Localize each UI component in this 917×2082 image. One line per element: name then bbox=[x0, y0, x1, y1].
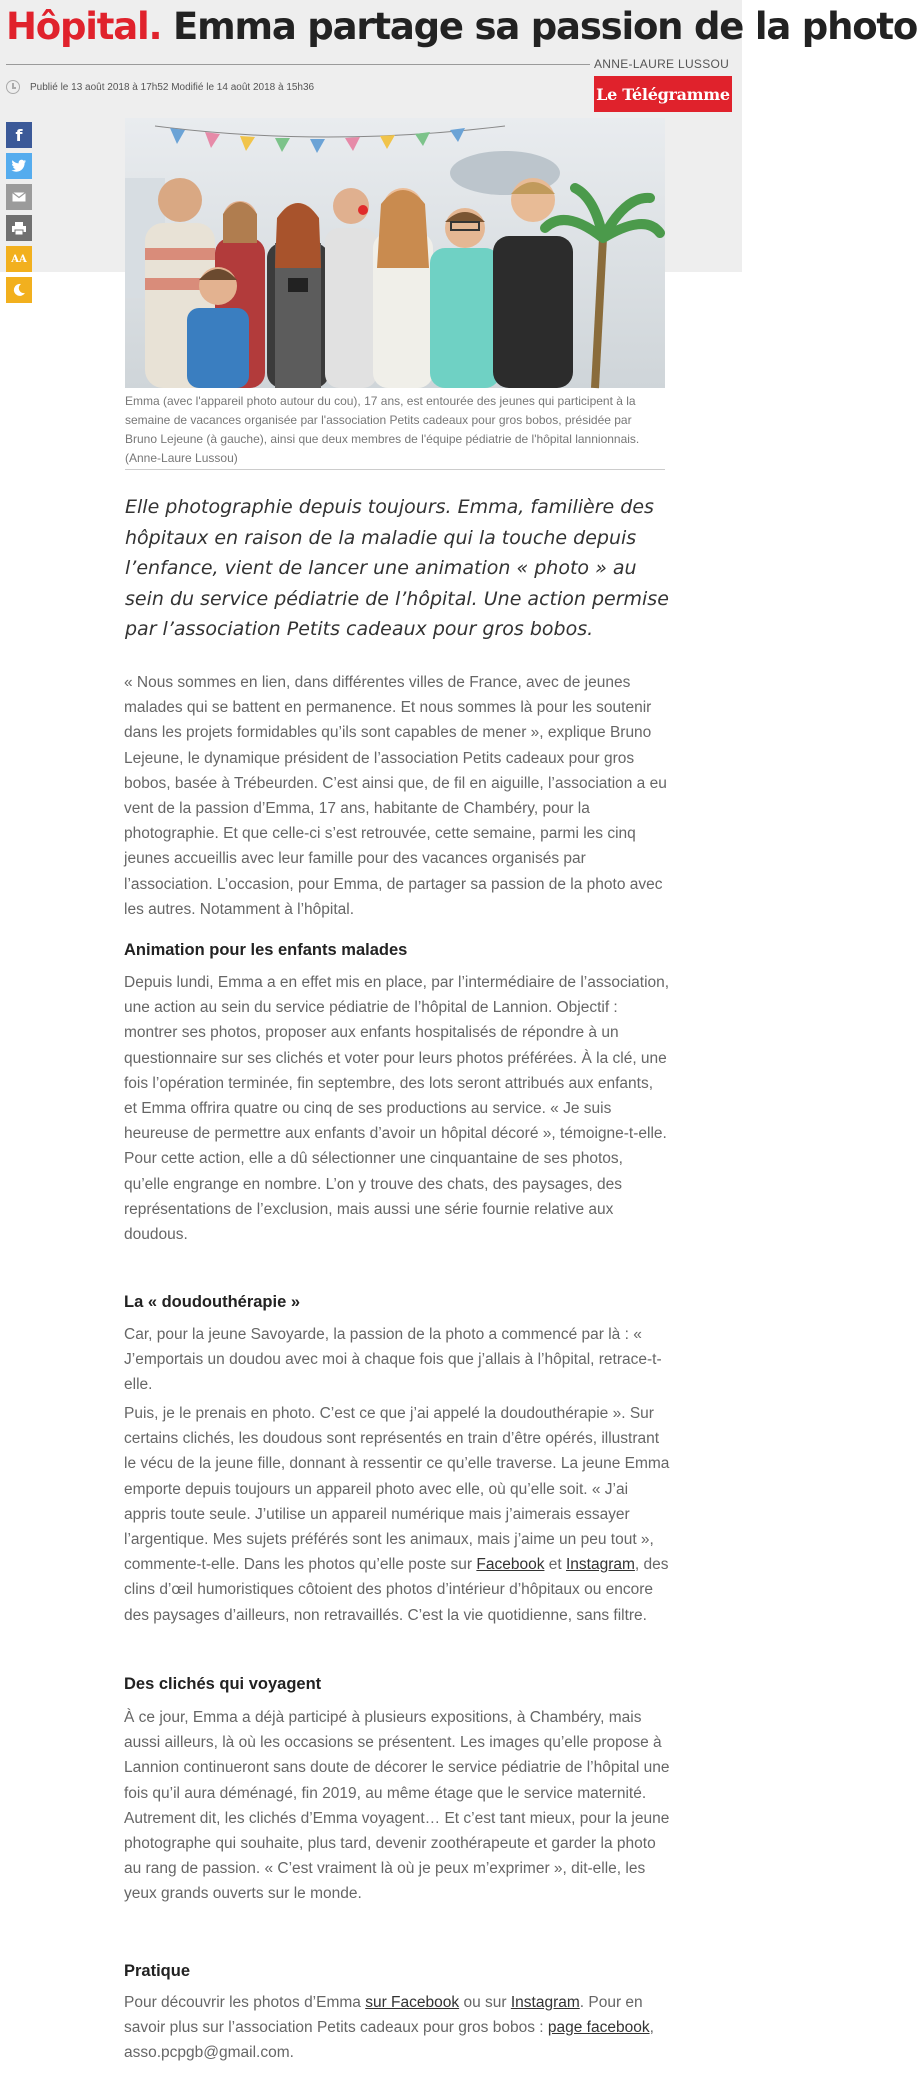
article-photo[interactable] bbox=[125, 118, 665, 388]
headline-title: Emma partage sa passion de la photo bbox=[173, 5, 917, 48]
headline-kicker: Hôpital. bbox=[6, 5, 162, 48]
mail-icon bbox=[12, 192, 26, 202]
text-size-icon: AA bbox=[11, 253, 27, 265]
paragraph-5: À ce jour, Emma a déjà participé à plusieurs expositions, à Chambéry, mais aussi ailleurs, là où les occasions se présentent. Les images qu’elle propose à Lannion continueront sans doute de décorer le service pédiatrie de l’hôpital une fois qu’il aura déménagé, fin 2019, au même étage que le service maternité. Autrement dit, les clichés d’Emma voyagent… Et c’est tant mieux, pour la jeune photographe qui souhaite, plus tard, devenir zoothérapeute et garder la photo au rang de passion. « C’est vraiment là où je peux m’exprimer », dit-elle, les yeux grands ouverts sur le monde. bbox=[124, 1709, 670, 1903]
share-toolbar bbox=[6, 122, 32, 303]
clock-icon bbox=[6, 80, 20, 94]
headline bbox=[6, 2, 917, 52]
facebook-link[interactable]: Facebook bbox=[476, 1556, 545, 1574]
paragraph-4 bbox=[124, 1401, 670, 1628]
paragraph-1: « Nous sommes en lien, dans différentes villes de France, avec de jeunes malades qui se battent en permanence. Et nous sommes là pour les soutenir dans les projets formidables qu’ils sont capables de mener », explique Bruno Lejeune, le dynamique président de l’association Petits cadeaux pour gros bobos, basée à Trébeurden. C’est ainsi que, de fil en aiguille, l’association a eu vent de la passion d’Emma, 17 ans, habitante de Chambéry, pour la photographie. Et que celle-ci s’est retrouvée, cette semaine, parmi les cinq jeunes accueillis avec leur famille pour des vacances organisés par l’association. L’occasion, pour Emma, de partager sa passion de la photo avec les autres. Notamment à l’hôpital. bbox=[124, 674, 667, 918]
instagram-link[interactable]: Instagram bbox=[566, 1556, 635, 1574]
paragraph-4-text-a: Puis, je le prenais en photo. C’est ce que j’ai appelé la doudouthérapie ». Sur certains clichés, les doudous sont représentés en train d’être opérés, illustrant le vécu de la jeune fille, donnant à ressentir ce qu’elle traverse. La jeune Emma emporte depuis toujours un appareil photo avec elle, où qu’elle soit. « J’ai appris toute seule. J’utilise un appareil numérique mais j’aimerais essayer l’argentique. Mes sujets préférés sont les animaux, mais j’aime un peu tout », commente-t-elle. Dans les photos qu’elle poste sur bbox=[124, 1405, 670, 1574]
paragraph-6-text-c: . Pour en savoir plus sur l’association Petits cadeaux pour gros bobos : bbox=[124, 1994, 643, 2037]
print-icon bbox=[12, 222, 26, 235]
publication-dates bbox=[6, 80, 314, 94]
facebook-share-button[interactable] bbox=[6, 122, 32, 148]
author-name[interactable]: ANNE-LAURE LUSSOU bbox=[594, 57, 730, 71]
paragraph-6-text-b: ou sur bbox=[459, 1994, 511, 2011]
paragraph-3: Car, pour la jeune Savoyarde, la passion de la photo a commencé par là : « J’emportais un doudou avec moi à chaque fois que j’allais à l’hôpital, retrace-t-elle. bbox=[124, 1326, 662, 1394]
photo-caption: Emma (avec l'appareil photo autour du cou), 17 ans, est entourée des jeunes qui participent à la semaine de vacances organisée par l'association Petits cadeaux pour gros bobos, présidée par Bruno Lejeune (à gauche), ainsi que deux membres de l'équipe pédiatrie de l'hôpital lannionnais. (Anne-Laure Lussou) bbox=[125, 394, 640, 465]
email-share-button[interactable] bbox=[6, 184, 32, 210]
header-divider bbox=[6, 64, 590, 65]
subheading-cliches: Des clichés qui voyagent bbox=[124, 1675, 322, 1693]
twitter-icon bbox=[11, 159, 27, 173]
instagram-link-2[interactable]: Instagram bbox=[510, 1994, 580, 2011]
twitter-share-button[interactable] bbox=[6, 153, 32, 179]
facebook-icon: f bbox=[15, 125, 23, 145]
paragraph-4-text-c: , des clins d’œil humoristiques côtoient des photos d’intérieur d’hôpitaux ou encore des paysages d’ailleurs, non retravaillés. C’est la vie quotidienne, sans filtre. bbox=[124, 1556, 669, 1624]
paragraph-6-text-a: Pour découvrir les photos d’Emma bbox=[124, 1994, 366, 2011]
sur-facebook-link[interactable]: sur Facebook bbox=[365, 1994, 460, 2011]
subheading-animation: Animation pour les enfants malades bbox=[124, 941, 408, 959]
night-mode-button[interactable] bbox=[6, 277, 32, 303]
brand-logo[interactable]: Le Télégramme bbox=[594, 76, 732, 112]
paragraph-4-text-b: et bbox=[544, 1556, 566, 1574]
paragraph-6-text-d: , asso.pcpgb@gmail.com. bbox=[124, 2019, 654, 2062]
article-lead: Elle photographie depuis toujours. Emma, familière des hôpitaux en raison de la maladie qui la touche depuis l’enfance, vient de lancer une animation « photo » au sein du service pédiatrie de l’hôpital. Une action permise par l’association Petits cadeaux pour gros bobos. bbox=[125, 496, 669, 640]
paragraph-6 bbox=[124, 1990, 670, 2066]
text-size-button[interactable] bbox=[6, 246, 32, 272]
page-facebook-link[interactable]: page facebook bbox=[547, 2019, 650, 2037]
caption-divider bbox=[125, 469, 665, 470]
subheading-pratique: Pratique bbox=[124, 1962, 191, 1980]
moon-icon bbox=[12, 283, 26, 297]
subheading-doudoutherapie: La « doudouthérapie » bbox=[124, 1293, 301, 1311]
dates-text: Publié le 13 août 2018 à 17h52 Modifié le 14 août 2018 à 15h36 bbox=[30, 81, 315, 93]
paragraph-2: Depuis lundi, Emma a en effet mis en place, par l’intermédiaire de l’association, une action au sein du service pédiatrie de l’hôpital de Lannion. Objectif : montrer ses photos, proposer aux enfants hospitalisés de répondre à un questionnaire sur ses clichés et voter pour leurs photos préférées. À la clé, une fois l’opération terminée, fin septembre, des lots seront attribués aux enfants, et Emma offrira quatre ou cinq de ses productions au service. « Je suis heureuse de permettre aux enfants d’avoir un hôpital décoré », témoigne-t-elle. Pour cette action, elle a dû sélectionner une cinquantaine de ses photos, qu’elle engrange en nombre. L’on y trouve des chats, des paysages, des représentations de l’exclusion, mais aussi une série fournie relative aux doudous. bbox=[124, 974, 670, 1244]
group-photo-illustration bbox=[125, 118, 665, 388]
print-button[interactable] bbox=[6, 215, 32, 241]
